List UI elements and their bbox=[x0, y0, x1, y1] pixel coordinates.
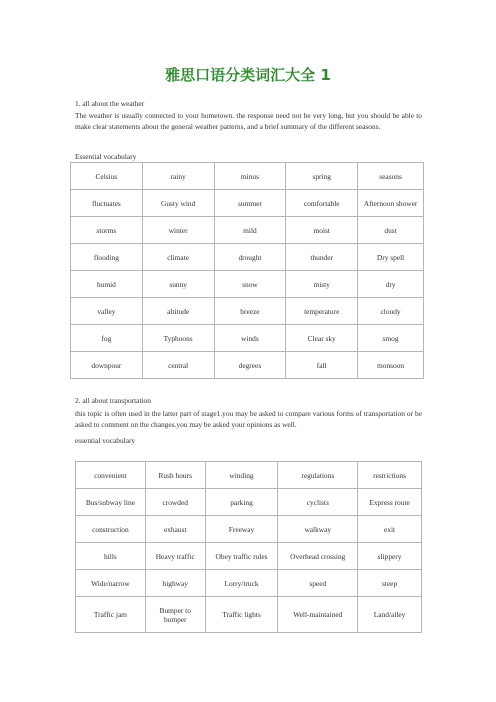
transport-vocab-row bbox=[76, 489, 422, 516]
table-cell: Rush hours bbox=[145, 462, 205, 489]
table-cell: Dry spell bbox=[358, 244, 424, 271]
transport-vocab-row bbox=[76, 597, 422, 633]
weather-vocab-row bbox=[71, 325, 424, 352]
table-cell: regulations bbox=[278, 462, 358, 489]
table-cell: spring bbox=[286, 163, 358, 190]
table-cell: storms bbox=[71, 217, 143, 244]
table-cell: Obey traffic rules bbox=[205, 543, 278, 570]
section-1-body: The weather is usually connected to your hometown. the response need not be very long, but you should be able to make clear statements about the general weather patterns, and a brief summary of the different seasons. bbox=[75, 111, 422, 132]
table-cell: Gusty wind bbox=[142, 190, 214, 217]
table-cell: winding bbox=[205, 462, 278, 489]
table-cell: construction bbox=[76, 516, 146, 543]
weather-vocab-row bbox=[71, 217, 424, 244]
table-cell: monsoon bbox=[358, 352, 424, 379]
weather-vocab-row bbox=[71, 244, 424, 271]
table-cell: walkway bbox=[278, 516, 358, 543]
table-cell: parking bbox=[205, 489, 278, 516]
table-cell: convenient bbox=[76, 462, 146, 489]
table-cell: Lorry/truck bbox=[205, 570, 278, 597]
table-cell: fluctuates bbox=[71, 190, 143, 217]
table-cell: dust bbox=[358, 217, 424, 244]
table-cell: crowded bbox=[145, 489, 205, 516]
table-cell: flooding bbox=[71, 244, 143, 271]
weather-vocab-row bbox=[71, 298, 424, 325]
table-cell: Well-maintained bbox=[278, 597, 358, 633]
table-cell: cyclists bbox=[278, 489, 358, 516]
transport-vocab-row bbox=[76, 570, 422, 597]
table-cell: Afternoon shower bbox=[358, 190, 424, 217]
table-cell: temperature bbox=[286, 298, 358, 325]
section-2-heading: 2. all about transportation bbox=[75, 396, 151, 405]
table-cell: highway bbox=[145, 570, 205, 597]
table-cell: snow bbox=[214, 271, 286, 298]
transport-vocab-row bbox=[76, 516, 422, 543]
table-cell: misty bbox=[286, 271, 358, 298]
table-cell: fog bbox=[71, 325, 143, 352]
table-cell: downpour bbox=[71, 352, 143, 379]
table-cell: exhaust bbox=[145, 516, 205, 543]
table-cell: Celsius bbox=[71, 163, 143, 190]
table-cell: Traffic lights bbox=[205, 597, 278, 633]
table-cell: degrees bbox=[214, 352, 286, 379]
table-cell: humid bbox=[71, 271, 143, 298]
table-cell: seasons bbox=[358, 163, 424, 190]
document-title: 雅思口语分类词汇大全 1 bbox=[165, 66, 331, 84]
table-cell: Clear sky bbox=[286, 325, 358, 352]
table-cell: Express route bbox=[358, 489, 422, 516]
table-cell: sunny bbox=[142, 271, 214, 298]
table-cell: steep bbox=[358, 570, 422, 597]
table-cell: speed bbox=[278, 570, 358, 597]
table-cell: minus bbox=[214, 163, 286, 190]
weather-vocab-row bbox=[71, 163, 424, 190]
table-cell: Freeway bbox=[205, 516, 278, 543]
table-cell: moist bbox=[286, 217, 358, 244]
table-cell: Traffic jam bbox=[76, 597, 146, 633]
table-cell: Overhead crossing bbox=[278, 543, 358, 570]
table-cell: fall bbox=[286, 352, 358, 379]
table-cell: smog bbox=[358, 325, 424, 352]
transportation-vocab-table bbox=[75, 461, 422, 633]
table-cell: hills bbox=[76, 543, 146, 570]
weather-vocab-row bbox=[71, 190, 424, 217]
section-1-heading: 1. all about the weather bbox=[75, 99, 145, 108]
section-2-body: this topic is often used in the latter part of stage1.you may be asked to compare various forms of transportation or be asked to comment on the changes.you may be asked your opinions as well. bbox=[75, 409, 422, 430]
weather-vocab-table bbox=[70, 162, 424, 379]
table-cell: Typhoons bbox=[142, 325, 214, 352]
weather-vocab-row bbox=[71, 352, 424, 379]
table-cell: climate bbox=[142, 244, 214, 271]
transport-vocab-row bbox=[76, 543, 422, 570]
table-cell: drought bbox=[214, 244, 286, 271]
table-cell: Land/alley bbox=[358, 597, 422, 633]
table-cell: dry bbox=[358, 271, 424, 298]
table-cell: restrictions bbox=[358, 462, 422, 489]
table-cell: cloudy bbox=[358, 298, 424, 325]
table-cell: winter bbox=[142, 217, 214, 244]
table-cell: mild bbox=[214, 217, 286, 244]
weather-vocab-row bbox=[71, 271, 424, 298]
table-cell: valley bbox=[71, 298, 143, 325]
table-cell: breeze bbox=[214, 298, 286, 325]
table-cell: rainy bbox=[142, 163, 214, 190]
table-cell: summer bbox=[214, 190, 286, 217]
section-2-vocab-label: essential vocabulary bbox=[75, 436, 136, 445]
transport-vocab-row bbox=[76, 462, 422, 489]
table-cell: Bumper to bumper bbox=[145, 597, 205, 633]
table-cell: central bbox=[142, 352, 214, 379]
table-cell: thunder bbox=[286, 244, 358, 271]
table-cell: winds bbox=[214, 325, 286, 352]
table-cell: exit bbox=[358, 516, 422, 543]
table-cell: altitude bbox=[142, 298, 214, 325]
section-1-vocab-label: Essential vocabulary bbox=[75, 152, 137, 161]
table-cell: Bus/subway line bbox=[76, 489, 146, 516]
table-cell: comfortable bbox=[286, 190, 358, 217]
table-cell: slippery bbox=[358, 543, 422, 570]
table-cell: Heavy traffic bbox=[145, 543, 205, 570]
table-cell: Wide/narrow bbox=[76, 570, 146, 597]
